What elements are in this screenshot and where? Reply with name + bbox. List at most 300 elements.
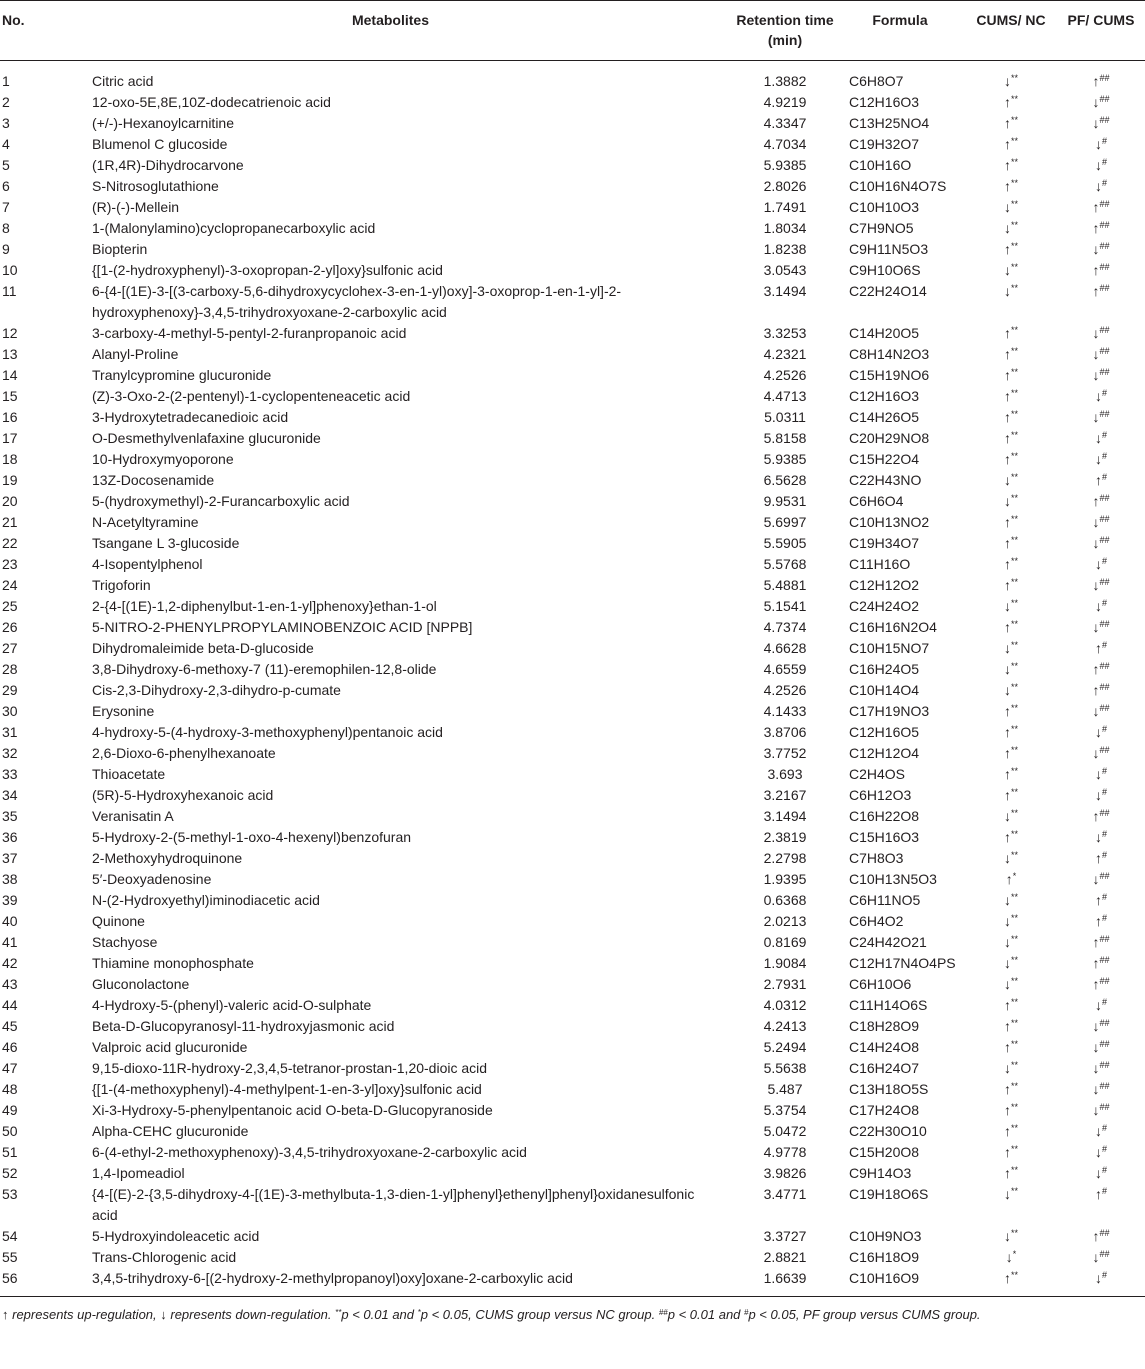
cell-cums-nc (965, 1142, 1057, 1163)
cell-metabolite-name: 3,4,5-trihydroxy-6-[(2-hydroxy-2-methylpropanoyl)oxy]oxane-2-carboxylic acid (92, 1270, 573, 1286)
significance-mark: ** (1010, 1018, 1018, 1028)
significance-mark: # (1101, 1270, 1107, 1280)
cell-formula: C15H20O8 (849, 1144, 920, 1160)
cell-metabolite-name: 3-carboxy-4-methyl-5-pentyl-2-furanpropanoic acid (92, 325, 407, 341)
significance-mark: ## (1099, 73, 1110, 83)
significance-mark: ** (1010, 598, 1018, 608)
significance-mark: # (1101, 892, 1107, 902)
regulation-arrow: ↑ (1003, 514, 1011, 530)
significance-mark: ** (1010, 325, 1018, 335)
cell-metabolite-name: Quinone (92, 913, 145, 929)
significance-mark: ** (1010, 934, 1018, 944)
cell-pf-cums (1057, 617, 1145, 638)
cell-pf-cums (1057, 365, 1145, 386)
cell-pf-cums (1057, 1142, 1145, 1163)
cell-retention-time: 2.2798 (763, 850, 807, 866)
table-row (0, 176, 1145, 197)
regulation-arrow: ↑ (1003, 1018, 1011, 1034)
cell-cums-nc (965, 176, 1057, 197)
cell-metabolite-name: 1-(Malonylamino)cyclopropanecarboxylic acid (92, 220, 376, 236)
header-no: No. (2, 12, 25, 28)
significance-mark: ** (1010, 682, 1018, 692)
cell-cums-nc (965, 1079, 1057, 1100)
cell-metabolite-name: (Z)-3-Oxo-2-(2-pentenyl)-1-cyclopenteneacetic acid (92, 388, 411, 404)
table-row (0, 596, 1145, 617)
cell-metabolite-name: Cis-2,3-Dihydroxy-2,3-dihydro-p-cumate (92, 682, 341, 698)
regulation-arrow: ↓ (1094, 766, 1102, 782)
cell-no: 39 (2, 892, 18, 908)
cell-retention-time: 4.9219 (763, 94, 807, 110)
table-row (0, 61, 1145, 93)
regulation-arrow: ↑ (1094, 640, 1102, 656)
footnote-text: p < 0.05, PF group versus CUMS group. (748, 1307, 981, 1322)
regulation-arrow: ↓ (1094, 598, 1102, 614)
cell-pf-cums (1057, 61, 1145, 93)
significance-mark: ** (1010, 1228, 1018, 1238)
significance-mark: ## (1099, 115, 1110, 125)
regulation-arrow: ↓ (1092, 1060, 1100, 1076)
cell-retention-time: 1.8238 (763, 241, 807, 257)
cell-pf-cums (1057, 806, 1145, 827)
regulation-arrow: ↓ (1094, 1123, 1102, 1139)
table-row (0, 218, 1145, 239)
cell-formula: C10H10O3 (849, 199, 920, 215)
significance-mark: ** (1010, 640, 1018, 650)
regulation-arrow: ↓ (1092, 745, 1100, 761)
regulation-arrow: ↓ (1003, 1186, 1011, 1202)
cell-pf-cums (1057, 638, 1145, 659)
significance-mark: ** (1010, 577, 1018, 587)
cell-formula: C6H10O6 (849, 976, 912, 992)
significance-mark: ## (1099, 703, 1110, 713)
table-row (0, 1058, 1145, 1079)
cell-pf-cums (1057, 470, 1145, 491)
cell-no: 33 (2, 766, 18, 782)
cell-no: 42 (2, 955, 18, 971)
cell-cums-nc (965, 260, 1057, 281)
cell-cums-nc (965, 1121, 1057, 1142)
cell-no: 45 (2, 1018, 18, 1034)
cell-retention-time: 3.1494 (763, 283, 807, 299)
table-row (0, 155, 1145, 176)
regulation-arrow: ↑ (1003, 577, 1011, 593)
table-row (0, 911, 1145, 932)
cell-pf-cums (1057, 1247, 1145, 1268)
regulation-arrow: ↓ (1092, 409, 1100, 425)
cell-no: 30 (2, 703, 18, 719)
cell-cums-nc (965, 1226, 1057, 1247)
cell-cums-nc (965, 575, 1057, 596)
significance-mark: ## (1099, 745, 1110, 755)
table-row (0, 743, 1145, 764)
cell-pf-cums (1057, 428, 1145, 449)
cell-cums-nc (965, 470, 1057, 491)
cell-cums-nc (965, 1163, 1057, 1184)
cell-no: 4 (2, 136, 10, 152)
cell-cums-nc (965, 974, 1057, 995)
cell-metabolite-name: (R)-(-)-Mellein (92, 199, 180, 215)
cell-pf-cums (1057, 1037, 1145, 1058)
cell-cums-nc (965, 533, 1057, 554)
table-row (0, 659, 1145, 680)
significance-mark: # (1101, 850, 1107, 860)
significance-mark: ** (1010, 1081, 1018, 1091)
cell-cums-nc (965, 869, 1057, 890)
significance-mark: ## (1099, 619, 1110, 629)
cell-metabolite-name: 5-Hydroxy-2-(5-methyl-1-oxo-4-hexenyl)benzofuran (92, 829, 412, 845)
cell-no: 44 (2, 997, 18, 1013)
regulation-arrow: ↑ (1003, 241, 1011, 257)
cell-formula: C10H16O9 (849, 1270, 920, 1286)
cell-metabolite-name: 12-oxo-5E,8E,10Z-dodecatrienoic acid (92, 94, 331, 110)
cell-metabolite-name: Dihydromaleimide beta-D-glucoside (92, 640, 314, 656)
cell-formula: C12H16O5 (849, 724, 920, 740)
cell-retention-time: 4.2321 (763, 346, 807, 362)
cell-no: 26 (2, 619, 18, 635)
table-row (0, 1163, 1145, 1184)
cell-no: 5 (2, 157, 10, 173)
table-row (0, 827, 1145, 848)
regulation-arrow: ↓ (1003, 472, 1011, 488)
cell-pf-cums (1057, 533, 1145, 554)
cell-pf-cums (1057, 92, 1145, 113)
cell-formula: C24H24O2 (849, 598, 920, 614)
cell-formula: C14H26O5 (849, 409, 920, 425)
cell-cums-nc (965, 92, 1057, 113)
significance-mark: ** (1010, 178, 1018, 188)
significance-mark: ## (1099, 1102, 1110, 1112)
regulation-arrow: ↓ (1092, 703, 1100, 719)
table-body (0, 61, 1145, 1297)
cell-retention-time: 5.487 (767, 1081, 803, 1097)
significance-mark: ## (1099, 535, 1110, 545)
regulation-arrow: ↑ (1003, 1144, 1011, 1160)
cell-cums-nc (965, 659, 1057, 680)
cell-retention-time: 4.6559 (763, 661, 807, 677)
regulation-arrow: ↓ (1092, 94, 1100, 110)
cell-retention-time: 2.0213 (763, 913, 807, 929)
regulation-arrow: ↑ (1092, 955, 1100, 971)
cell-pf-cums (1057, 218, 1145, 239)
cell-no: 7 (2, 199, 10, 215)
significance-mark: ** (1010, 661, 1018, 671)
regulation-arrow: ↑ (1003, 703, 1011, 719)
table-row (0, 932, 1145, 953)
cell-pf-cums (1057, 344, 1145, 365)
cell-retention-time: 4.1433 (763, 703, 807, 719)
cell-cums-nc (965, 743, 1057, 764)
significance-mark: ** (1010, 430, 1018, 440)
cell-no: 52 (2, 1165, 18, 1181)
cell-retention-time: 3.2167 (763, 787, 807, 803)
significance-mark: ** (1010, 73, 1018, 83)
regulation-arrow: ↓ (1094, 451, 1102, 467)
significance-mark: ## (1099, 1228, 1110, 1238)
cell-cums-nc (965, 1268, 1057, 1297)
cell-pf-cums (1057, 239, 1145, 260)
regulation-arrow: ↑ (1092, 934, 1100, 950)
cell-retention-time: 0.8169 (763, 934, 807, 950)
cell-retention-time: 3.693 (767, 766, 803, 782)
cell-retention-time: 4.2526 (763, 682, 807, 698)
table-row (0, 638, 1145, 659)
cell-pf-cums (1057, 554, 1145, 575)
cell-formula: C11H16O (849, 556, 911, 572)
significance-mark: # (1101, 766, 1107, 776)
cell-metabolite-name: 4-Hydroxy-5-(phenyl)-valeric acid-O-sulphate (92, 997, 372, 1013)
regulation-arrow: ↑ (1003, 997, 1011, 1013)
significance-mark: ** (1010, 451, 1018, 461)
cell-cums-nc (965, 281, 1057, 323)
significance-mark: ## (1099, 976, 1110, 986)
cell-cums-nc (965, 239, 1057, 260)
regulation-arrow: ↑ (1003, 1123, 1011, 1139)
significance-mark: ** (1010, 1144, 1018, 1154)
cell-pf-cums (1057, 155, 1145, 176)
cell-no: 24 (2, 577, 18, 593)
significance-mark: ** (1010, 94, 1018, 104)
regulation-arrow: ↓ (1003, 808, 1011, 824)
significance-mark: ** (1010, 829, 1018, 839)
table-row (0, 764, 1145, 785)
cell-retention-time: 2.7931 (763, 976, 807, 992)
cell-cums-nc (965, 61, 1057, 93)
regulation-arrow: ↑ (1092, 493, 1100, 509)
cell-formula: C16H18O9 (849, 1249, 920, 1265)
cell-cums-nc (965, 911, 1057, 932)
regulation-arrow: ↑ (1003, 325, 1011, 341)
table-row (0, 260, 1145, 281)
cell-metabolite-name: Tsangane L 3-glucoside (92, 535, 240, 551)
cell-metabolite-name: 3,8-Dihydroxy-6-methoxy-7 (11)-eremophilen-12,8-olide (92, 661, 437, 677)
cell-cums-nc (965, 1016, 1057, 1037)
regulation-arrow: ↓ (1092, 535, 1100, 551)
regulation-arrow: ↑ (1003, 451, 1011, 467)
cell-metabolite-name: O-Desmethylvenlafaxine glucuronide (92, 430, 321, 446)
cell-retention-time: 9.9531 (763, 493, 807, 509)
significance-mark: ** (1010, 1039, 1018, 1049)
cell-formula: C15H22O4 (849, 451, 920, 467)
cell-no: 31 (2, 724, 18, 740)
significance-mark: # (1101, 640, 1107, 650)
significance-mark: ## (1099, 1081, 1110, 1091)
cell-pf-cums (1057, 722, 1145, 743)
significance-mark: ** (1010, 955, 1018, 965)
table-row (0, 365, 1145, 386)
cell-metabolite-name: 10-Hydroxymyoporone (92, 451, 234, 467)
cell-metabolite-name: (+/-)-Hexanoylcarnitine (92, 115, 234, 131)
cell-retention-time: 3.9826 (763, 1165, 807, 1181)
significance-mark: ** (1010, 220, 1018, 230)
cell-no: 41 (2, 934, 18, 950)
significance-mark: ** (1010, 535, 1018, 545)
table-row (0, 533, 1145, 554)
significance-mark: ## (1099, 808, 1110, 818)
cell-cums-nc (965, 155, 1057, 176)
cell-no: 34 (2, 787, 18, 803)
cell-metabolite-name: 3-Hydroxytetradecanedioic acid (92, 409, 289, 425)
cell-formula: C22H43NO (849, 472, 922, 488)
cell-metabolite-name: Veranisatin A (92, 808, 174, 824)
significance-mark: # (1101, 1144, 1107, 1154)
table-row (0, 197, 1145, 218)
cell-formula: C16H24O7 (849, 1060, 920, 1076)
regulation-arrow: ↓ (1092, 325, 1100, 341)
table-row (0, 386, 1145, 407)
cell-retention-time: 5.4881 (763, 577, 807, 593)
cell-no: 51 (2, 1144, 18, 1160)
cell-formula: C6H8O7 (849, 73, 904, 89)
cell-formula: C10H15NO7 (849, 640, 930, 656)
cell-no: 21 (2, 514, 18, 530)
regulation-arrow: ↓ (1094, 157, 1102, 173)
footnote-text: p < 0.05, CUMS group versus NC group. (420, 1307, 659, 1322)
regulation-arrow: ↓ (1003, 1060, 1011, 1076)
cell-cums-nc (965, 890, 1057, 911)
cell-pf-cums (1057, 449, 1145, 470)
cell-no: 53 (2, 1186, 18, 1202)
cell-formula: C22H24O14 (849, 283, 927, 299)
regulation-arrow: ↓ (1005, 1249, 1013, 1265)
significance-mark: ** (1010, 493, 1018, 503)
regulation-arrow: ↓ (1092, 577, 1100, 593)
cell-retention-time: 1.3882 (763, 73, 807, 89)
significance-mark: ## (1099, 1018, 1110, 1028)
cell-cums-nc (965, 722, 1057, 743)
regulation-arrow: ↑ (1092, 199, 1100, 215)
table-row (0, 1037, 1145, 1058)
significance-mark: ## (1099, 262, 1110, 272)
cell-metabolite-name: Biopterin (92, 241, 148, 257)
regulation-arrow: ↓ (1003, 1228, 1011, 1244)
regulation-arrow: ↑ (1094, 472, 1102, 488)
cell-metabolite-name: N-Acetyltyramine (92, 514, 199, 530)
table-row (0, 512, 1145, 533)
cell-no: 25 (2, 598, 18, 614)
cell-formula: C14H24O8 (849, 1039, 920, 1055)
cell-formula: C20H29NO8 (849, 430, 930, 446)
cell-formula: C17H19NO3 (849, 703, 930, 719)
significance-mark: ** (1010, 808, 1018, 818)
table-row (0, 113, 1145, 134)
regulation-arrow: ↑ (1003, 1039, 1011, 1055)
regulation-arrow: ↑ (1003, 1081, 1011, 1097)
table-row (0, 1184, 1145, 1226)
cell-no: 47 (2, 1060, 18, 1076)
cell-cums-nc (965, 323, 1057, 344)
regulation-arrow: ↓ (1094, 787, 1102, 803)
significance-mark: ## (1099, 577, 1110, 587)
cell-pf-cums (1057, 911, 1145, 932)
cell-cums-nc (965, 848, 1057, 869)
cell-cums-nc (965, 344, 1057, 365)
cell-cums-nc (965, 1247, 1057, 1268)
cell-no: 35 (2, 808, 18, 824)
regulation-arrow: ↓ (1003, 283, 1011, 299)
cell-no: 36 (2, 829, 18, 845)
significance-mark: ## (1099, 220, 1110, 230)
table-row (0, 995, 1145, 1016)
cell-pf-cums (1057, 827, 1145, 848)
cell-cums-nc (965, 197, 1057, 218)
significance-mark: # (1101, 724, 1107, 734)
significance-mark: ** (1010, 409, 1018, 419)
cell-retention-time: 1.9084 (763, 955, 807, 971)
cell-retention-time: 1.8034 (763, 220, 807, 236)
regulation-arrow: ↑ (1003, 1165, 1011, 1181)
cell-formula: C22H30O10 (849, 1123, 927, 1139)
cell-metabolite-name: 2-{4-[(1E)-1,2-diphenylbut-1-en-1-yl]phenoxy}ethan-1-ol (92, 598, 437, 614)
cell-no: 6 (2, 178, 10, 194)
cell-formula: C13H25NO4 (849, 115, 930, 131)
cell-metabolite-name: Citric acid (92, 73, 154, 89)
regulation-arrow: ↓ (1092, 1102, 1100, 1118)
significance-mark: ** (1010, 892, 1018, 902)
cell-retention-time: 0.6368 (763, 892, 807, 908)
regulation-arrow: ↑ (1092, 220, 1100, 236)
regulation-arrow: ↓ (1092, 1018, 1100, 1034)
cell-retention-time: 5.6997 (763, 514, 807, 530)
significance-mark: ** (1010, 1123, 1018, 1133)
cell-no: 27 (2, 640, 18, 656)
regulation-arrow: ↓ (1003, 493, 1011, 509)
regulation-arrow: ↑ (1092, 1228, 1100, 1244)
regulation-arrow: ↑ (1003, 619, 1011, 635)
cell-no: 15 (2, 388, 18, 404)
cell-formula: C12H16O3 (849, 388, 920, 404)
regulation-arrow: ↓ (1003, 73, 1011, 89)
significance-mark: ** (1010, 1102, 1018, 1112)
table-row (0, 1247, 1145, 1268)
cell-no: 48 (2, 1081, 18, 1097)
cell-pf-cums (1057, 848, 1145, 869)
regulation-arrow: ↓ (1003, 682, 1011, 698)
regulation-arrow: ↓ (1094, 430, 1102, 446)
significance-mark: ## (1099, 94, 1110, 104)
cell-retention-time: 2.8026 (763, 178, 807, 194)
cell-pf-cums (1057, 1079, 1145, 1100)
cell-no: 11 (2, 283, 17, 299)
cell-metabolite-name: Gluconolactone (92, 976, 190, 992)
regulation-arrow: ↓ (1003, 934, 1011, 950)
table-row (0, 869, 1145, 890)
cell-pf-cums (1057, 785, 1145, 806)
cell-pf-cums (1057, 1121, 1145, 1142)
cell-no: 55 (2, 1249, 18, 1265)
cell-pf-cums (1057, 386, 1145, 407)
significance-mark: ** (1010, 913, 1018, 923)
cell-no: 18 (2, 451, 18, 467)
regulation-arrow: ↑ (1003, 724, 1011, 740)
cell-retention-time: 4.7034 (763, 136, 807, 152)
significance-mark: ## (1099, 409, 1110, 419)
regulation-arrow: ↓ (1003, 661, 1011, 677)
cell-cums-nc (965, 1184, 1057, 1226)
significance-mark: ** (1010, 388, 1018, 398)
regulation-arrow: ↓ (1094, 178, 1102, 194)
cell-no: 9 (2, 241, 10, 257)
cell-cums-nc (965, 1037, 1057, 1058)
cell-no: 1 (2, 73, 10, 89)
cell-no: 20 (2, 493, 18, 509)
cell-metabolite-name: 13Z-Docosenamide (92, 472, 215, 488)
regulation-arrow: ↓ (1003, 955, 1011, 971)
cell-formula: C7H9NO5 (849, 220, 914, 236)
regulation-arrow: ↓ (1094, 829, 1102, 845)
regulation-arrow: ↑ (1094, 1186, 1102, 1202)
regulation-arrow: ↑ (1003, 535, 1011, 551)
cell-pf-cums (1057, 323, 1145, 344)
